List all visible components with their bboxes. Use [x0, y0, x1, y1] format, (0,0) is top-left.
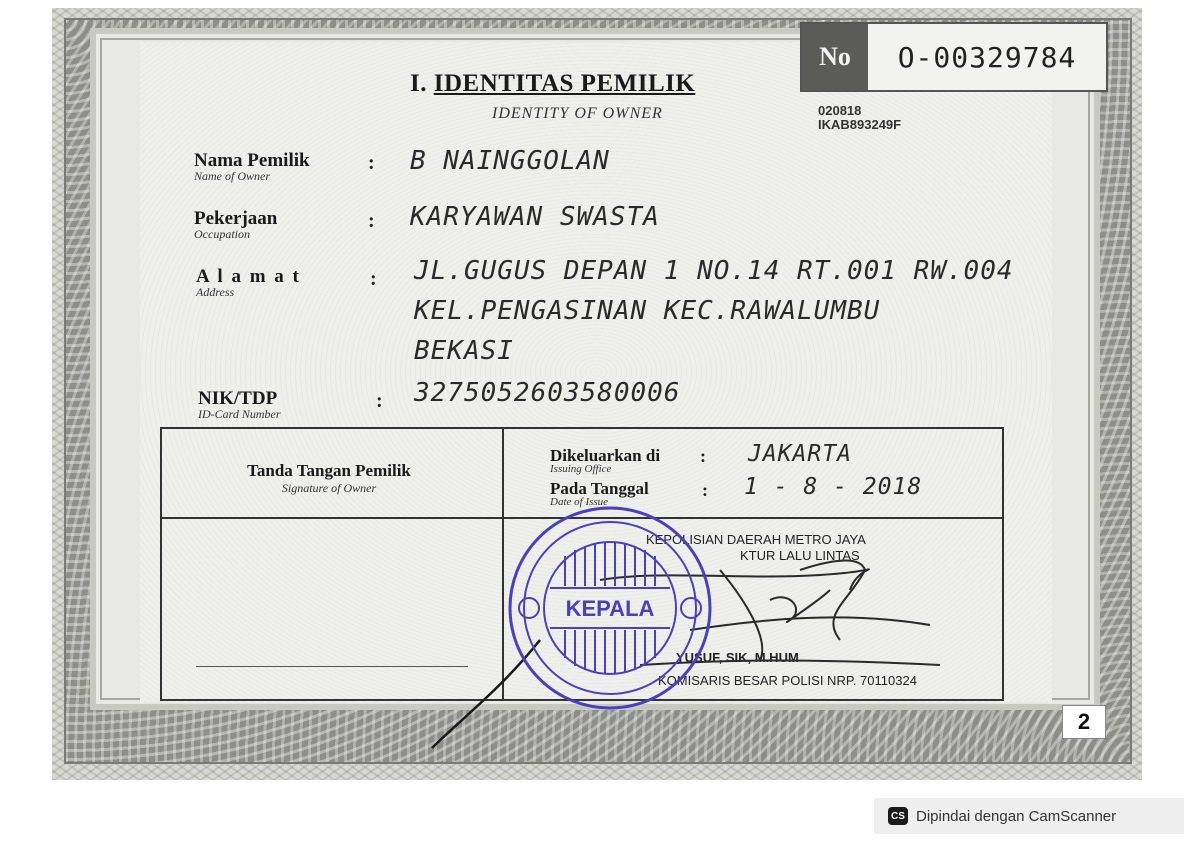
camscanner-icon: CS	[888, 807, 908, 825]
official-rank: KOMISARIS BESAR POLISI NRP. 70110324	[658, 673, 917, 688]
office-label: Dikeluarkan di Issuing Office	[550, 446, 661, 475]
address-label: A l a m a t Address	[196, 266, 301, 299]
occupation-label: Pekerjaan Occupation	[194, 208, 278, 241]
reference-code-line2: IKAB893249F	[818, 117, 902, 132]
number-value: O-00329784	[868, 24, 1106, 90]
police-stamp-icon	[505, 506, 715, 710]
authority-line-1: KEPOLISIAN DAERAH METRO JAYA	[646, 532, 866, 547]
colon: :	[700, 446, 706, 466]
reference-code-line1: 020818	[818, 103, 862, 118]
official-name: YUSUF, SIK, M.HUM	[676, 650, 799, 665]
authority-line-2: KTUR LALU LINTAS	[740, 548, 860, 563]
occupation-value: KARYAWAN SWASTA	[410, 202, 660, 232]
stamp-text: KEPALA	[565, 596, 655, 621]
address-line-2: KEL.PENGASINAN KEC.RAWALUMBU	[414, 296, 881, 326]
office-value: JAKARTA	[748, 441, 852, 467]
date-label: Pada Tanggal Date of Issue	[550, 479, 649, 508]
colon: :	[368, 152, 375, 174]
section-number: I.	[410, 70, 427, 97]
colon: :	[376, 390, 383, 412]
nik-value: 3275052603580006	[414, 378, 681, 408]
camscanner-text: Dipindai dengan CamScanner	[916, 807, 1117, 825]
page-number: 2	[1062, 705, 1106, 739]
colon: :	[368, 210, 375, 232]
colon: :	[702, 480, 708, 500]
name-label: Nama Pemilik Name of Owner	[194, 150, 310, 183]
page-subtitle: IDENTITY OF OWNER	[492, 105, 663, 122]
nik-label: NIK/TDP ID-Card Number	[198, 388, 281, 421]
address-line-1: JL.GUGUS DEPAN 1 NO.14 RT.001 RW.004	[414, 256, 1014, 286]
address-line-3: BEKASI	[414, 336, 514, 366]
section-title: IDENTITAS PEMILIK	[433, 70, 696, 97]
name-value: B NAINGGOLAN	[410, 146, 610, 176]
camscanner-watermark	[874, 798, 1184, 834]
date-value: 1 - 8 - 2018	[744, 474, 923, 500]
signature-label: Tanda Tangan Pemilik Signature of Owner	[247, 461, 411, 495]
colon: :	[370, 268, 377, 290]
number-label: No	[802, 24, 868, 90]
